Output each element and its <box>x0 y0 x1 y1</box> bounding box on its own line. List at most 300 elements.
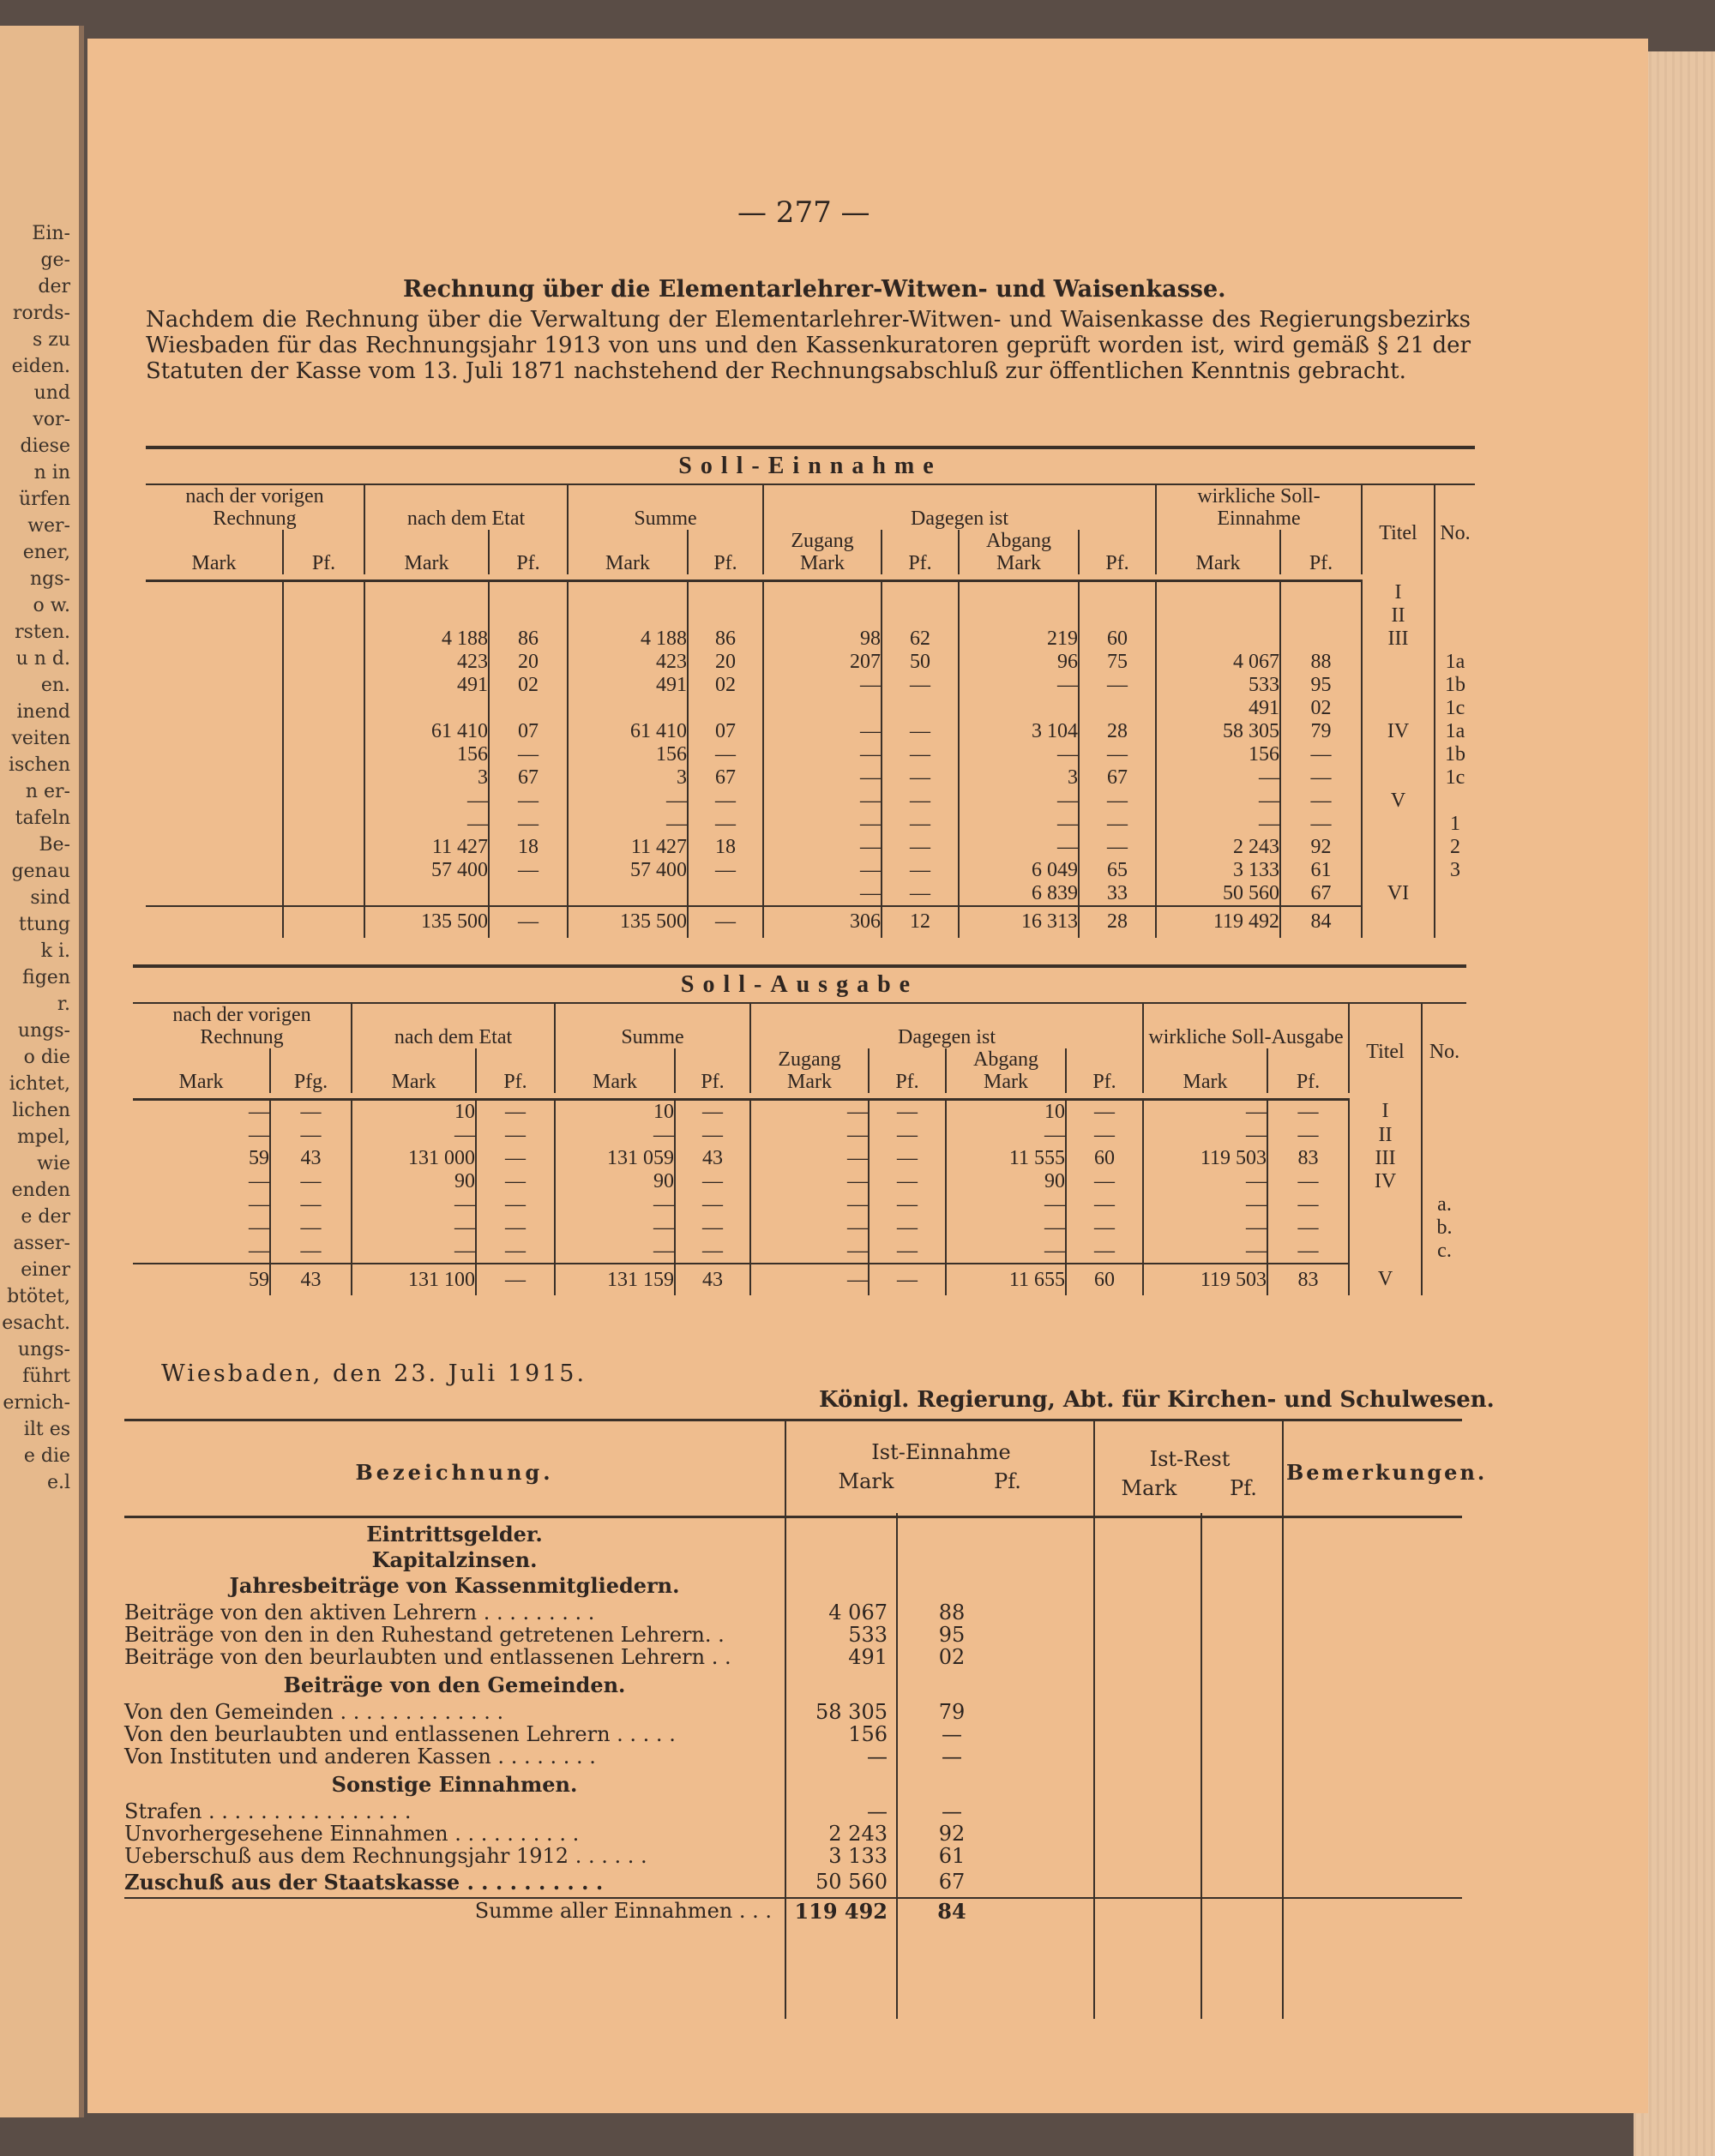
left-page-text-fragment: ichtet, <box>9 1073 70 1095</box>
cell-zu-m: — <box>750 1170 869 1193</box>
cell-etat-m: — <box>364 813 489 836</box>
col-mark: Mark <box>984 1071 1028 1093</box>
cell-w-p: — <box>1280 743 1362 766</box>
col-ist-rest: Ist-Rest <box>1149 1447 1231 1471</box>
left-page-text-fragment: o die <box>23 1047 70 1068</box>
cell-prev-m: — <box>133 1170 270 1193</box>
total-titel <box>1362 906 1435 938</box>
cell-prev-m <box>146 813 283 836</box>
cell-no: a. <box>1437 1193 1452 1216</box>
col-summe: Summe <box>555 1003 750 1048</box>
total-prev-m: 59 <box>133 1264 270 1295</box>
ist-pf: — <box>942 1722 962 1746</box>
cell-etat-m: 4 188 <box>364 628 489 651</box>
cell-ab-m <box>959 604 1079 628</box>
cell-sum-m: 57 400 <box>568 859 688 882</box>
left-page-text-fragment: figen <box>22 967 70 988</box>
col-abgang: Abgang <box>986 530 1051 552</box>
place-date: Wiesbaden, den 23. Juli 1915. <box>161 1360 587 1387</box>
cell-sum-p: 07 <box>688 720 763 743</box>
cell-titel: III <box>1362 628 1435 651</box>
table-row <box>146 859 1475 882</box>
col-wirklich: wirkliche Soll-Ausgabe <box>1143 1003 1349 1048</box>
cell-w-m <box>1156 581 1280 604</box>
cell-titel <box>1362 766 1435 790</box>
left-page-text-fragment: ener, <box>22 542 70 563</box>
cell-no: 1c <box>1445 766 1465 789</box>
left-page-text-fragment: rords- <box>12 303 70 324</box>
cell-prev-m <box>146 697 283 720</box>
left-page-text-fragment: ischen <box>8 754 70 776</box>
cell-sum-m: 10 <box>555 1100 675 1125</box>
total-ab-p: 60 <box>1066 1264 1143 1295</box>
left-page-text-fragment: sind <box>30 887 70 909</box>
cell-titel <box>1362 674 1435 697</box>
cell-w-p: 67 <box>1280 882 1362 906</box>
left-page-text-fragment: veiten <box>11 728 70 749</box>
cell-titel <box>1362 836 1435 859</box>
cell-sum-p: 20 <box>688 651 763 674</box>
table-row <box>146 720 1475 743</box>
cell-etat-m: 156 <box>364 743 489 766</box>
cell-w-m <box>1156 604 1280 628</box>
cell-etat-m: — <box>352 1240 476 1264</box>
cell-ab-m: 3 <box>959 766 1079 790</box>
total-etat-p: — <box>489 906 568 938</box>
cell-sum-p: — <box>675 1100 750 1125</box>
left-page-edge <box>0 26 84 2117</box>
table-row <box>146 766 1475 790</box>
cell-titel <box>1362 813 1435 836</box>
ist-row-label: Jahresbeiträge von Kassenmitgliedern. <box>229 1573 680 1598</box>
cell-zu-m: — <box>763 859 882 882</box>
total-titel: V <box>1349 1264 1422 1295</box>
cell-etat-p: — <box>476 1100 555 1125</box>
cell-zu-m: — <box>763 743 882 766</box>
total-w-p: 84 <box>1280 906 1362 938</box>
cell-ab-p <box>1079 697 1156 720</box>
cell-prev-p <box>283 651 364 674</box>
left-page-text-fragment: ungs- <box>17 1339 70 1360</box>
soll-ausgabe-table <box>133 964 1466 1295</box>
col-abgang-mark <box>946 1048 1066 1093</box>
table-row <box>146 697 1475 720</box>
cell-etat-p: — <box>476 1170 555 1193</box>
cell-w-p: — <box>1267 1170 1349 1193</box>
table-row <box>133 1170 1466 1193</box>
cell-etat-p: — <box>476 1240 555 1264</box>
total-sum-m: 131 159 <box>555 1264 675 1295</box>
cell-w-m: — <box>1156 790 1280 813</box>
ist-row-label: Von den beurlaubten und entlassenen Lehrern . . . . . <box>124 1722 676 1746</box>
cell-etat-m <box>364 581 489 604</box>
total-ab-m: 11 655 <box>946 1264 1066 1295</box>
cell-ab-p: — <box>1066 1193 1143 1216</box>
cell-zu-m: 207 <box>763 651 882 674</box>
col-mark: Mark <box>364 530 489 574</box>
cell-zu-m: — <box>763 766 882 790</box>
cell-prev-m: — <box>133 1216 270 1240</box>
cell-sum-p: — <box>675 1240 750 1264</box>
cell-titel: IV <box>1362 720 1435 743</box>
cell-prev-m: 59 <box>133 1147 270 1170</box>
cell-sum-p: — <box>688 859 763 882</box>
cell-titel <box>1349 1240 1422 1264</box>
cell-prev-p <box>283 766 364 790</box>
ist-mark: 2 243 <box>828 1822 888 1846</box>
cell-etat-m: 423 <box>364 651 489 674</box>
cell-w-p: 88 <box>1280 651 1362 674</box>
total-no <box>1422 1264 1466 1295</box>
cell-etat-m: 3 <box>364 766 489 790</box>
cell-etat-p: — <box>476 1193 555 1216</box>
col-pf: Pf. <box>869 1048 946 1093</box>
left-page-text-fragment: diese <box>20 435 70 457</box>
cell-no: 1a <box>1445 719 1465 742</box>
col-titel: Titel <box>1362 484 1435 581</box>
ist-mark: — <box>867 1799 888 1823</box>
cell-zu-p: — <box>882 743 959 766</box>
total-zu-p: 12 <box>882 906 959 938</box>
ist-row <box>124 1645 1462 1669</box>
ist-pf: 02 <box>938 1645 966 1669</box>
cell-etat-m: 61 410 <box>364 720 489 743</box>
cell-sum-p <box>688 697 763 720</box>
cell-zu-m: — <box>763 882 882 906</box>
cell-etat-p <box>489 581 568 604</box>
cell-zu-m: — <box>763 720 882 743</box>
cell-titel: IV <box>1349 1170 1422 1193</box>
total-no <box>1435 906 1475 938</box>
cell-zu-m <box>763 604 882 628</box>
left-page-text-fragment: eiden. <box>11 356 70 377</box>
cell-etat-p: — <box>489 790 568 813</box>
cell-sum-m <box>568 604 688 628</box>
cell-ab-p: — <box>1066 1216 1143 1240</box>
cell-etat-p: 86 <box>489 628 568 651</box>
col-mark: Mark <box>146 530 283 574</box>
ist-row-label: Zuschuß aus der Staatskasse . . . . . . . . . . <box>124 1870 604 1895</box>
cell-sum-m <box>568 697 688 720</box>
cell-prev-p: 43 <box>270 1147 352 1170</box>
table-row <box>146 790 1475 813</box>
col-mark: Mark <box>787 1071 832 1093</box>
cell-w-p: 02 <box>1280 697 1362 720</box>
cell-w-m: — <box>1156 766 1280 790</box>
ist-row-label: Summe aller Einnahmen . . . <box>474 1899 772 1923</box>
cell-ab-m: — <box>959 836 1079 859</box>
cell-ab-p: — <box>1066 1170 1143 1193</box>
total-zu-m: 306 <box>763 906 882 938</box>
cell-zu-m <box>763 581 882 604</box>
cell-etat-p: 67 <box>489 766 568 790</box>
cell-etat-p: — <box>476 1124 555 1147</box>
cell-ab-p: 75 <box>1079 651 1156 674</box>
cell-prev-m <box>146 628 283 651</box>
cell-w-p: — <box>1267 1100 1349 1125</box>
cell-sum-m: 3 <box>568 766 688 790</box>
cell-no: 1b <box>1445 673 1465 696</box>
cell-w-m: 156 <box>1156 743 1280 766</box>
cell-titel: III <box>1349 1147 1422 1170</box>
left-page-text-fragment: mpel, <box>17 1126 70 1148</box>
cell-zu-p: — <box>882 882 959 906</box>
cell-w-m: 50 560 <box>1156 882 1280 906</box>
left-page-text-fragment: ttung <box>18 914 70 935</box>
cell-zu-p: — <box>882 766 959 790</box>
cell-sum-p: 67 <box>688 766 763 790</box>
cell-w-m: 533 <box>1156 674 1280 697</box>
cell-w-m: — <box>1143 1240 1267 1264</box>
cell-w-p: — <box>1280 790 1362 813</box>
cell-prev-m <box>146 859 283 882</box>
cell-zu-p: — <box>882 720 959 743</box>
ist-row-label: Unvorhergesehene Einnahmen . . . . . . . . . . <box>124 1822 580 1846</box>
cell-w-m: 491 <box>1156 697 1280 720</box>
cell-etat-m <box>364 882 489 906</box>
left-page-text-fragment: ürfen <box>18 489 70 510</box>
ist-row <box>124 1547 1462 1571</box>
cell-etat-p: — <box>476 1147 555 1170</box>
cell-sum-p: 18 <box>688 836 763 859</box>
cell-prev-m <box>146 766 283 790</box>
cell-w-p: 61 <box>1280 859 1362 882</box>
ist-row <box>124 1799 1462 1823</box>
col-etat: nach dem Etat <box>352 1003 555 1048</box>
col-abgang: Abgang <box>973 1048 1038 1071</box>
left-page-text-fragment: einer <box>21 1259 70 1281</box>
section-title: Soll-Einnahme <box>146 447 1475 484</box>
left-page-text-fragment: e.l <box>46 1472 70 1493</box>
cell-w-m: — <box>1143 1216 1267 1240</box>
cell-ab-p: — <box>1066 1240 1143 1264</box>
cell-prev-m <box>146 836 283 859</box>
ist-row-label: Beiträge von den Gemeinden. <box>283 1673 626 1697</box>
cell-etat-m: — <box>352 1124 476 1147</box>
cell-ab-m: 3 104 <box>959 720 1079 743</box>
left-page-text-fragment: wer- <box>27 515 70 537</box>
cell-sum-p: — <box>688 790 763 813</box>
cell-ab-m: — <box>959 743 1079 766</box>
cell-no: 1 <box>1450 812 1460 835</box>
left-page-text-fragment: u n d. <box>15 648 70 670</box>
ist-einnahme-table <box>124 1419 1488 2019</box>
col-mark: Mark <box>996 552 1041 574</box>
table-row <box>146 882 1475 906</box>
cell-zu-p <box>882 604 959 628</box>
left-page-text-fragment: o w. <box>33 595 70 616</box>
cell-etat-p: 07 <box>489 720 568 743</box>
cell-zu-m: — <box>763 674 882 697</box>
cell-prev-m <box>146 882 283 906</box>
ist-row-label: Eintrittsgelder. <box>366 1522 543 1546</box>
total-zu-p: — <box>869 1264 946 1295</box>
table-row <box>146 651 1475 674</box>
cell-no: 1a <box>1445 650 1465 673</box>
cell-prev-p <box>283 743 364 766</box>
table-row <box>146 604 1475 628</box>
cell-prev-p <box>283 813 364 836</box>
col-pf: Pf. <box>283 530 364 574</box>
left-page-text-fragment: k i. <box>40 940 70 962</box>
col-zugang-mark <box>763 530 882 574</box>
cell-zu-m: — <box>763 836 882 859</box>
ist-pf: 95 <box>938 1623 966 1647</box>
ist-row-label: Strafen . . . . . . . . . . . . . . . . <box>124 1799 412 1823</box>
cell-etat-p: 20 <box>489 651 568 674</box>
ist-table-header <box>124 1419 1488 1518</box>
cell-prev-m <box>146 581 283 604</box>
col-pf: Pf. <box>1280 530 1362 574</box>
ist-pf: 88 <box>938 1600 966 1625</box>
cell-etat-m: 11 427 <box>364 836 489 859</box>
total-w-p: 83 <box>1267 1264 1349 1295</box>
table-row <box>146 743 1475 766</box>
cell-etat-p: — <box>489 743 568 766</box>
ist-mark: — <box>867 1745 888 1769</box>
cell-sum-m: 61 410 <box>568 720 688 743</box>
cell-w-p: — <box>1267 1240 1349 1264</box>
total-etat-m: 135 500 <box>364 906 489 938</box>
left-page-text-fragment: inend <box>16 701 70 723</box>
cell-w-p <box>1280 581 1362 604</box>
cell-no <box>1422 1170 1466 1193</box>
cell-ab-m: 96 <box>959 651 1079 674</box>
ist-row-label: Von den Gemeinden . . . . . . . . . . . . . <box>124 1700 504 1724</box>
cell-sum-m: 90 <box>555 1170 675 1193</box>
ist-pf: 61 <box>938 1844 966 1868</box>
ist-row <box>124 1522 1462 1546</box>
document-title: Rechnung über die Elementarlehrer-Witwen- und Waisenkasse. <box>403 276 1226 303</box>
signature-authority: Königl. Regierung, Abt. für Kirchen- und Schulwesen. <box>819 1387 1495 1413</box>
cell-zu-p: — <box>882 790 959 813</box>
cell-etat-m: — <box>364 790 489 813</box>
cell-ab-p <box>1079 604 1156 628</box>
ist-row <box>124 1844 1462 1868</box>
col-mark: Mark <box>838 1469 894 1493</box>
total-prev-p: 43 <box>270 1264 352 1295</box>
cell-prev-p <box>283 581 364 604</box>
cell-prev-p: — <box>270 1124 352 1147</box>
ist-row <box>124 1722 1462 1746</box>
cell-zu-m: — <box>763 790 882 813</box>
cell-zu-p: — <box>869 1216 946 1240</box>
cell-zu-p: 50 <box>882 651 959 674</box>
page-number: — 277 — <box>737 195 870 230</box>
ist-row <box>124 1897 1462 1923</box>
cell-no: 1c <box>1445 696 1465 719</box>
ist-row <box>124 1673 1462 1697</box>
cell-prev-p <box>283 628 364 651</box>
ist-mark: 491 <box>848 1645 888 1669</box>
cell-titel <box>1362 697 1435 720</box>
cell-ab-p: — <box>1079 790 1156 813</box>
ist-row-label: Von Instituten und anderen Kassen . . . . . . . . <box>124 1745 596 1769</box>
cell-no <box>1422 1124 1466 1147</box>
cell-etat-p <box>489 604 568 628</box>
cell-ab-m: — <box>946 1240 1066 1264</box>
cell-prev-p <box>283 790 364 813</box>
cell-ab-m: 6 839 <box>959 882 1079 906</box>
cell-prev-p: — <box>270 1170 352 1193</box>
cell-w-p: — <box>1267 1124 1349 1147</box>
cell-etat-m: 57 400 <box>364 859 489 882</box>
ist-pf: 67 <box>938 1870 966 1894</box>
cell-zu-m: — <box>750 1193 869 1216</box>
cell-sum-p: — <box>688 813 763 836</box>
left-page-text-fragment: der <box>38 276 70 297</box>
cell-titel <box>1362 651 1435 674</box>
left-page-text-fragment: asser- <box>13 1233 70 1254</box>
cell-no: 2 <box>1450 835 1460 858</box>
cell-prev-p <box>283 674 364 697</box>
cell-sum-m: — <box>555 1240 675 1264</box>
cell-prev-m: — <box>133 1240 270 1264</box>
col-summe: Summe <box>568 484 763 530</box>
col-pf: Pf. <box>1066 1048 1143 1093</box>
cell-w-m: 2 243 <box>1156 836 1280 859</box>
cell-ab-p: 60 <box>1079 628 1156 651</box>
ist-row <box>124 1822 1462 1846</box>
cell-zu-m: — <box>763 813 882 836</box>
cell-etat-m <box>364 697 489 720</box>
cell-etat-m: 10 <box>352 1100 476 1125</box>
cell-prev-m <box>146 790 283 813</box>
cell-prev-p <box>283 859 364 882</box>
total-sum-p: — <box>688 906 763 938</box>
left-page-text-fragment: esacht. <box>2 1312 70 1334</box>
ist-row <box>124 1700 1462 1724</box>
left-page-text-fragment: lichen <box>12 1100 70 1121</box>
cell-ab-p: 28 <box>1079 720 1156 743</box>
left-page-text-fragment: n in <box>33 462 70 483</box>
ist-mark: 533 <box>848 1623 888 1647</box>
cell-zu-p: — <box>869 1147 946 1170</box>
ist-row <box>124 1573 1462 1597</box>
cell-ab-m: 90 <box>946 1170 1066 1193</box>
cell-titel: V <box>1362 790 1435 813</box>
total-etat-m: 131 100 <box>352 1264 476 1295</box>
cell-titel: VI <box>1362 882 1435 906</box>
cell-no: b. <box>1436 1216 1453 1239</box>
cell-prev-m: — <box>133 1124 270 1147</box>
col-pf: Pf. <box>882 530 959 574</box>
cell-ab-m: — <box>959 674 1079 697</box>
cell-prev-m <box>146 743 283 766</box>
cell-no <box>1435 581 1475 604</box>
table-row <box>133 1147 1466 1170</box>
left-page-text-fragment: btötet, <box>7 1286 70 1307</box>
col-dagegen: Dagegen ist <box>763 484 1156 530</box>
cell-zu-m: — <box>750 1124 869 1147</box>
ist-row <box>124 1623 1462 1647</box>
cell-zu-p: — <box>869 1193 946 1216</box>
col-mark: Mark <box>555 1048 675 1093</box>
cell-w-m: — <box>1143 1193 1267 1216</box>
table-row <box>146 813 1475 836</box>
cell-titel: II <box>1349 1124 1422 1147</box>
cell-ab-p: — <box>1066 1100 1143 1125</box>
cell-prev-p <box>283 836 364 859</box>
left-page-text-fragment: e der <box>21 1206 70 1228</box>
cell-prev-m <box>146 674 283 697</box>
cell-w-p: 79 <box>1280 720 1362 743</box>
cell-zu-m <box>763 697 882 720</box>
cell-prev-p <box>283 604 364 628</box>
cell-titel: I <box>1349 1100 1422 1125</box>
cell-sum-m: 131 059 <box>555 1147 675 1170</box>
cell-zu-p <box>882 581 959 604</box>
